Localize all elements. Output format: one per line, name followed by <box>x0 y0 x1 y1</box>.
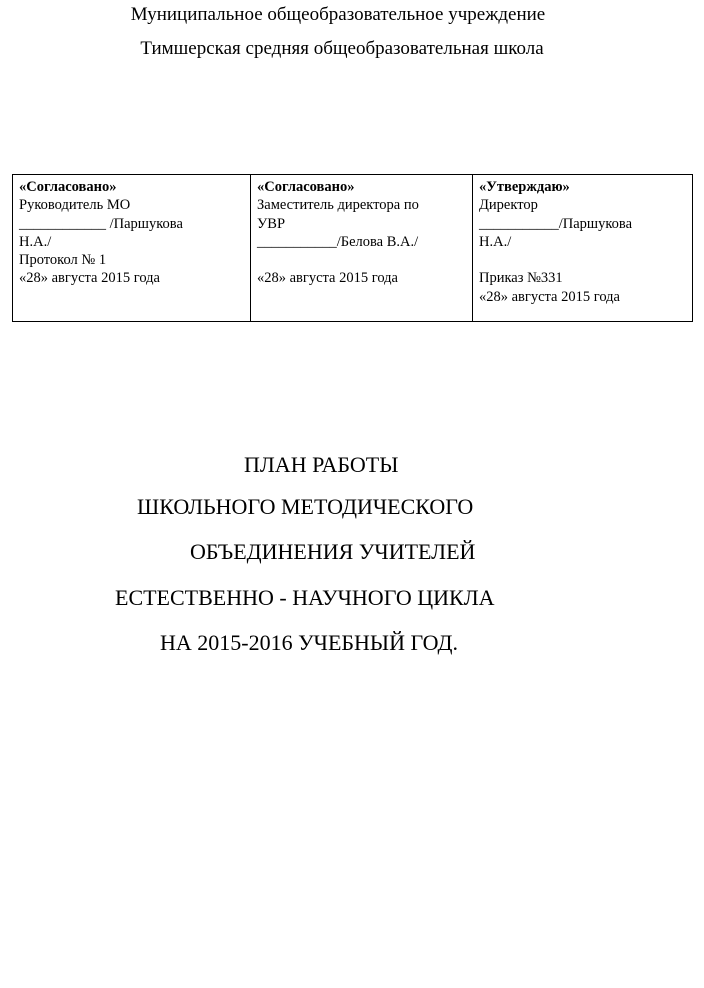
approval-cell-mo-head <box>13 175 251 322</box>
approval-line: Руководитель МО <box>19 197 131 214</box>
approval-line: Н.А./ <box>19 233 52 250</box>
approval-line: Директор <box>479 197 538 214</box>
approval-line: Протокол № 1 <box>19 252 107 269</box>
approval-blank-line <box>479 251 686 269</box>
approval-order: Приказ №331 <box>479 270 563 287</box>
approval-row <box>13 175 693 322</box>
approval-line: ____________ /Паршукова <box>19 215 183 232</box>
approval-line: Заместитель директора по <box>257 197 419 214</box>
approval-title: «Утверждаю» <box>479 179 570 195</box>
school-type-heading: Муниципальное общеобразовательное учреждение <box>130 4 546 25</box>
approval-line: ___________/Белова В.А./ <box>257 233 419 250</box>
approval-line: УВР <box>257 215 286 232</box>
approval-cell-director <box>473 175 693 322</box>
approval-cell-deputy <box>251 175 473 322</box>
plan-title-line: ПЛАН РАБОТЫ <box>244 452 399 477</box>
approval-title: «Согласовано» <box>19 179 117 195</box>
approval-table <box>12 174 693 322</box>
approval-date: «28» августа 2015 года <box>479 288 620 305</box>
approval-line: Н.А./ <box>479 233 512 250</box>
approval-title: «Согласовано» <box>257 179 355 195</box>
approval-blank-line <box>257 251 466 269</box>
plan-title-line: ОБЪЕДИНЕНИЯ УЧИТЕЛЕЙ <box>190 539 476 564</box>
approval-line: ___________/Паршукова <box>479 215 633 232</box>
approval-date: «28» августа 2015 года <box>19 270 160 287</box>
school-name-heading: Тимшерская средняя общеобразовательная школа <box>140 38 544 59</box>
plan-title-line: НА 2015-2016 УЧЕБНЫЙ ГОД. <box>160 630 458 655</box>
plan-title-line: ШКОЛЬНОГО МЕТОДИЧЕСКОГО <box>137 494 474 519</box>
plan-title-line: ЕСТЕСТВЕННО - НАУЧНОГО ЦИКЛА <box>115 585 495 610</box>
approval-date: «28» августа 2015 года <box>257 270 398 287</box>
